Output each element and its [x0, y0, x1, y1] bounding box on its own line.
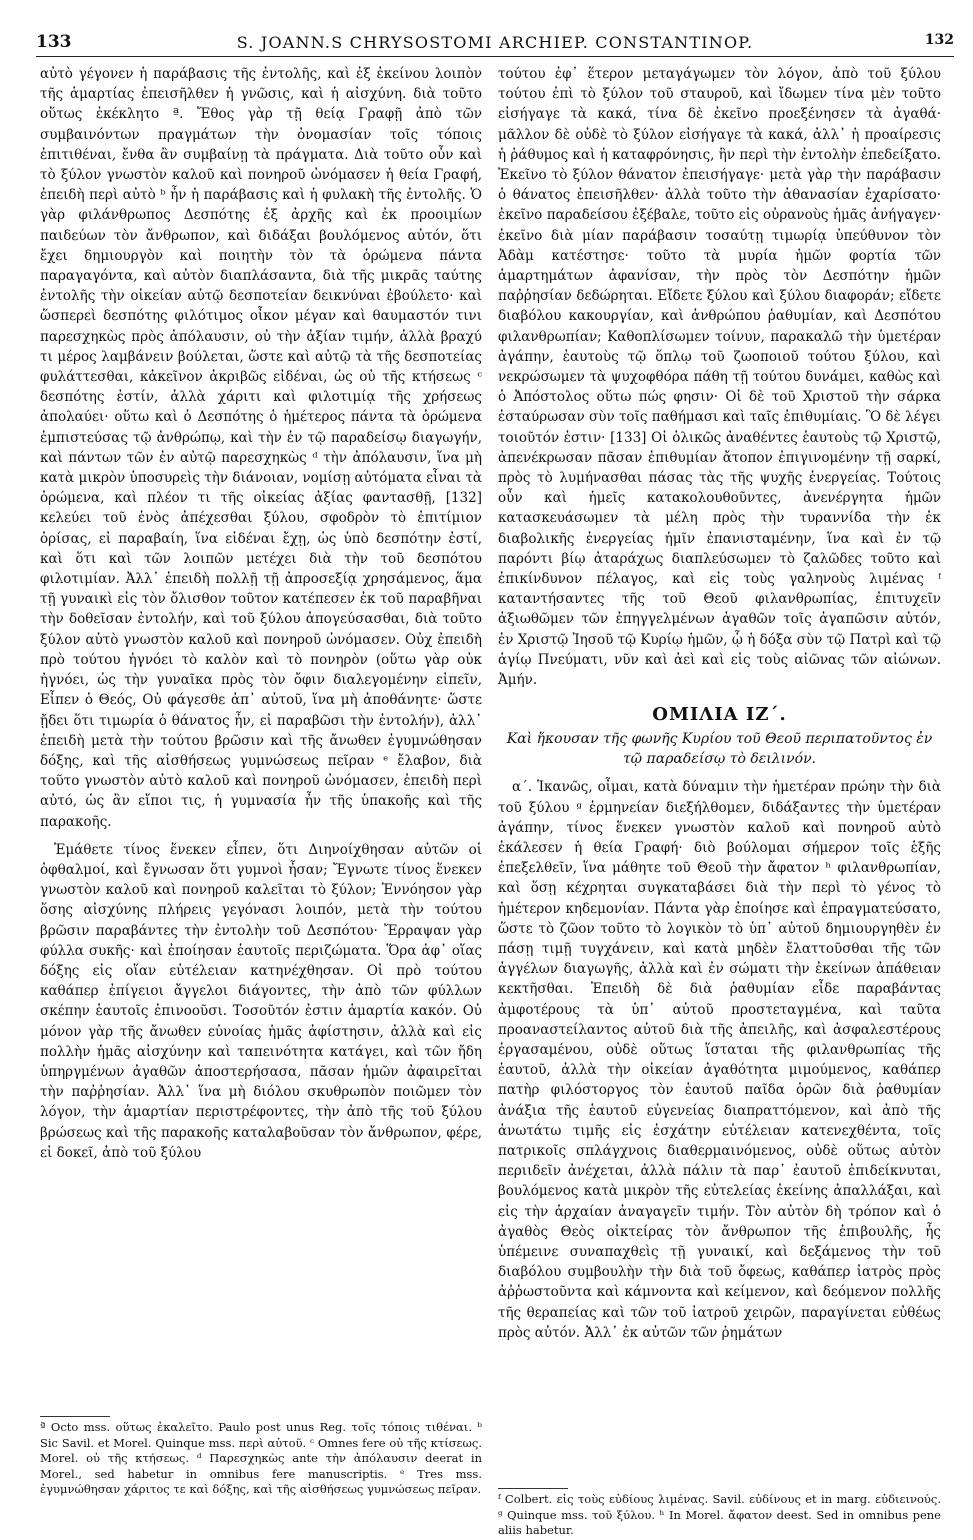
page-number-left: 133	[36, 32, 72, 52]
left-column	[40, 64, 482, 1412]
footnotes-right	[498, 1492, 941, 1539]
footnote-rule-left	[40, 1416, 110, 1417]
running-title: S. JOANN.S CHRYSOSTOMI ARCHIEP. CONSTANTINOP.	[236, 33, 754, 52]
page-number-right: 132	[924, 32, 954, 48]
right-paragraph-2: α΄. Ἱκανῶς, οἶμαι, κατὰ δύναμιν τὴν ἡμετέραν πρώην τὴν διὰ τοῦ ξύλου ᵍ ἑρμηνείαν διεξήλθομεν, διδάξαντες τὴν ὑμετέραν ἀγάπην, τίνος ἕνεκεν γνωστὸν καλοῦ καὶ πονηροῦ αὐτὸ ἐκάλεσεν ἡ θεία Γραφή· διὸ βούλομαι σήμερον τοῖς ἑξῆς ἐπεξελθεῖν, ἵνα μάθητε τοῦ Θεοῦ τὴν ἄφατον ʰ φιλανθρωπίαν, καὶ ὅσῃ κέχρηται συγκαταβάσει διὰ τὴν περὶ τὸ γένος τὸ ἡμέτερον κηδεμονίαν. Πάντα γὰρ ἐποίησε καὶ ἐπραγματεύσατο, ὥστε τὸ ζῶον τοῦτο τὸ λογικὸν τὸ ὑπ᾽ αὐτοῦ δημιουργηθὲν ἐν πάσῃ τιμῇ τυγχάνειν, καὶ κατὰ μηδὲν ἔλαττοῦσθαι τῆς τῶν ἀγγέλων διαγωγῆς, ἀλλὰ καὶ ἐν σώματι τὴν ἐκείνων ἀπάθειαν κεκτῆσθαι. Ἐπειδὴ δὲ διὰ ῥαθυμίαν εἶδε παραβάντας ἀμφοτέρους τὰ ὑπ᾽ αὐτοῦ προστεταγμένα, καὶ ταῦτα προαναστείλαντος αὐτοῦ διὰ τῆς ἀπειλῆς, καὶ ἀσφαλεστέρους ἐργασαμένου, οὐδὲ οὕτως ἵσταται τῆς φιλανθρωπίας τῆς ἑαυτοῦ, ἀλλὰ τὴν οἰκείαν ἀγαθότητα μιμούμενος, καθάπερ πατὴρ φιλόστοργος τὸν ἑαυτοῦ παῖδα ὁρῶν διὰ ῥαθυμίαν ἀνάξια τῆς ἑαυτοῦ εὐγενείας διαπραττόμενον, καὶ ἀπὸ τῆς ἀνωτάτω τιμῆς εἰς ἐσχάτην εὐτέλειαν κατενεχθέντα, τοῖς πατρικοῖς σπλάγχνοις διαθερμαινόμενος, οὐδὲ οὕτως αὐτὸν περιιδεῖν ἀνέχεται, ἀλλὰ πάλιν τὰ παρ᾽ ἑαυτοῦ ἐπιδείκνυται, βουλόμενος κατὰ μικρὸν τῆς εὐτελείας ἐκείνης ἀπαλλάξαι, καὶ εἰς τὴν ἀρχαίαν ἀναγαγεῖν τιμήν. Τὸν αὐτὸν δὴ τρόπον καὶ ὁ ἀγαθὸς Θεὸς οἰκτείρας τὸν ἄνθρωπον τῆς ἐπιβουλῆς, ἧς ὑπέμεινε συναπαχθεὶς τῇ γυναικί, καὶ δεξάμενος τὴν τοῦ διαβόλου συμβουλὴν τὴν διὰ τοῦ ὄφεως, καθάπερ ἰατρὸς πρὸς ἀῤῥωστοῦντα καὶ κάμνοντα καὶ κείμενον, καὶ δεόμενον πολλῆς τῆς θεραπείας καὶ τῶν τοῦ ἰατροῦ χειρῶν, παραγίνεται εὐθέως πρὸς αὐτόν. Ἀλλ᾽ ἐκ αὐτῶν τῶν ῥημάτων	[498, 779, 941, 1341]
homily-title: ΟΜΙΛΙΑ ΙΖ΄.	[652, 704, 787, 726]
left-paragraph-2: Ἐμάθετε τίνος ἕνεκεν εἶπεν, ὅτι Διηνοίχθησαν αὐτῶν οἱ ὀφθαλμοί, καὶ ἔγνωσαν ὅτι γυμνοὶ ἦσαν; Ἔγνωτε τίνος ἕνεκεν γνωστὸν καλοῦ καὶ πονηροῦ καλεῖται τὸ ξύλον; Ἐννόησον γὰρ ὅσης αἰσχύνης πλήρεις γεγόνασι λοιπόν, μετὰ τὴν τούτου βρῶσιν παραβάντες τὴν ἐντολὴν τοῦ Δεσπότου· Ἔρραψαν γὰρ φύλλα συκῆς· καὶ ἐποίησαν ἑαυτοῖς περιζώματα. Ὅρα ἀφ᾽ οἵας δόξης εἰς οἵαν εὐτέλειαν κατηνέχθησαν. Οἱ πρὸ τούτου καθάπερ ἐπίγειοι ἄγγελοι διάγοντες, τὴν ἀπὸ τῶν φύλλων σκέπην ἑαυτοῖς ἐπινοοῦσι. Τοσοῦτόν ἐστιν ἁμαρτία κακόν. Οὐ μόνον γὰρ τῆς ἄνωθεν εὐνοίας ἡμᾶς ἀφίστησιν, ἀλλὰ καὶ εἰς πολλὴν ἡμᾶς αἰσχύνην καὶ ταπεινότητα κατάγει, καὶ τῶν ἤδη ὑπηργμένων ἀγαθῶν ἀποστερήσασα, πᾶσαν ἡμῶν ἀφαιρεῖται τὴν παῤῥησίαν. Ἀλλ᾽ ἵνα μὴ διόλου σκυθρωπὸν ποιῶμεν τὸν λόγον, τὴν ἁμαρτίαν περιστρέφοντες, τὴν ἀπὸ τῆς τοῦ ξύλου βρώσεως καὶ τῆς παρακοῆς καταλαβοῦσαν τὸν ἄνθρωπον, φέρε, εἰ δοκεῖ, ἀπὸ τοῦ ξύλου	[40, 841, 482, 1161]
footnotes-right-text: ᶠ Colbert. εἰς τοὺς εὐδίους λιμένας. Savil. εὐδίνους et in marg. εὐδιεινούς. ᵍ Quinque mss. τοῦ ξύλου. ʰ In Morel. ἄφατον deest. Sed in omnibus pene aliis habetur.	[498, 1492, 941, 1537]
footnote-rule-right	[498, 1488, 568, 1489]
right-column	[498, 64, 941, 1484]
homily-subtitle: Καὶ ἤκουσαν τῆς φωνῆς Κυρίου τοῦ Θεοῦ περιπατοῦντος ἐν τῷ παραδείσῳ τὸ δειλινόν.	[506, 731, 933, 768]
footnotes-left	[40, 1420, 482, 1498]
left-paragraph-1: αὐτὸ γέγονεν ἡ παράβασις τῆς ἐντολῆς, καὶ ἐξ ἐκείνου λοιπὸν τῆς ἁμαρτίας ἐπεισῆλθεν ἡ γνῶσις, καὶ ἡ αἰσχύνη. διὰ τοῦτο οὕτως ἐκέκλητο ª. Ἔθος γὰρ τῇ θείᾳ Γραφῇ ἀπὸ τῶν συμβαινόντων πραγμάτων τὴν ὀνομασίαν τοῖς τόποις ἐπιτιθέναι, ἔνθα ἂν συμβαίνῃ τὰ πράγματα. Διὰ τοῦτο οὖν καὶ τὸ ξύλον γνωστὸν καλοῦ καὶ πονηροῦ ὠνόμασεν ἡ θεία Γραφή, ἐπειδὴ περὶ αὐτὸ ᵇ ἦν ἡ παράβασις καὶ ἡ φυλακὴ τῆς ἐντολῆς. Ὁ γὰρ φιλάνθρωπος Δεσπότης ἐξ ἀρχῆς καὶ ἐκ προοιμίων παιδεύων τὸν ἄνθρωπον, καὶ διδάξαι βουλόμενος αὐτόν, ὅτι ἔχει δημιουργὸν καὶ ποιητὴν τὸν τὰ ὁρώμενα πάντα παραγαγόντα, καὶ αὐτὸν διαπλάσαντα, διὰ τῆς μικρᾶς ταύτης ἐντολῆς τὴν οἰκείαν αὐτῷ δεσποτείαν δεικνύναι ἐβούλετο· καὶ ὥσπερεὶ δεσπότης φιλότιμος οἶκον μέγαν καὶ θαυμαστόν τινι παρεσχηκὼς πρὸς ἀπόλαυσιν, οὐ τὴν ἀξίαν τιμήν, ἀλλὰ βραχύ τι μέρος λαμβάνειν βούλεται, ὥστε καὶ αὐτῷ τὰ τῆς δεσποτείας φυλάττεσθαι, κἀκεῖνον ἀκριβῶς εἰδέναι, ὡς οὐ τῆς κτήσεως ᶜ δεσπότης ἐστίν, ἀλλὰ χάριτι καὶ φιλοτιμίᾳ τῆς χρήσεως ἀπολαύει· οὕτω καὶ ὁ Δεσπότης ὁ ἡμέτερος πάντα τὰ ὁρώμενα ἐμπιστεύσας τῷ ἀνθρώπῳ, καὶ τὴν ἐν τῷ παραδείσῳ διαγωγήν, καὶ πάντων τῶν ἐν αὐτῷ παρεσχηκὼς ᵈ τὴν ἀπόλαυσιν, ἵνα μὴ κατὰ μικρὸν ὑποσυρεὶς τὴν διάνοιαν, νομίσῃ αὐτόματα εἶναι τὰ ὁρώμενα, καὶ πλέον τι τῆς οἰκείας ἀξίας φαντασθῇ, [132] κελεύει τοῦ ἑνὸς ἀπέχεσθαι ξύλου, σφοδρὸν τὸ ἐπιτίμιον ὁρίσας, εἰ παραβαίη, ἵνα εἰδέναι ἔχῃ, ὡς ὑπὸ δεσπότην ἐστί, καὶ ὅτι καὶ τῶν λοιπῶν μετέχει διὰ τὴν τοῦ δεσπότου φιλοτιμίαν. Ἀλλ᾽ ἐπειδὴ πολλῇ τῇ ἀπροσεξίᾳ χρησάμενος, ἅμα τῇ γυναικὶ εἰς τὸν ὄλισθον τοῦτον κατέπεσεν ἐκ τοῦ παραβῆναι τὴν δοθεῖσαν ἐντολήν, καὶ τοῦ ξύλου ἀπογεύσασθαι, διὰ τοῦτο ξύλον αὐτὸ γνωστὸν καλοῦ καὶ πονηροῦ ὠνόμασεν. Οὐχ ἐπειδὴ πρὸ τούτου ἠγνόει τὸ καλὸν καὶ τὸ πονηρὸν (οὕτω γὰρ οὐκ ἠγνόει, ὡς τὴν γυναῖκα πρὸς τὸν ὄφιν διαλεγομένην εἰπεῖν, Εἶπεν ὁ Θεός, Οὐ φάγεσθε ἀπ᾽ αὐτοῦ, ἵνα μὴ ἀποθάνητε· ὥστε ᾔδει ὅτι τιμωρία ὁ θάνατος ἦν, εἰ παραβῶσι τὴν ἐντολήν), ἀλλ᾽ ἐπειδὴ μετὰ τὴν τούτου βρῶσιν καὶ τῆς ἄνωθεν ἐγυμνώθησαν δόξης, καὶ τῆς αἰσθήσεως γυμνώσεως πεῖραν ᵉ ἔλαβον, διὰ τοῦτο γνωστὸν αὐτὸ καλοῦ καὶ πονηροῦ ὠνόμασεν, ἐπειδὴ περὶ αὐτό, ὡς ἂν εἴποι τις, ἡ γυμνασία ἦν τῆς ὑπακοῆς καὶ τῆς παρακοῆς.	[40, 66, 482, 830]
right-paragraph-1: τούτου ἐφ᾽ ἕτερον μεταγάγωμεν τὸν λόγον, ἀπὸ τοῦ ξύλου τούτου ἐπὶ τὸ ξύλον τοῦ σταυροῦ, καὶ ἴδωμεν τίνα μὲν τοῦτο εἰσήγαγε τὰ κακά, τίνα δὲ ἐκεῖνο προεξένησεν τὰ ἀγαθά· μᾶλλον δὲ οὐδὲ τὸ ξύλον εἰσήγαγε τὰ κακά, ἀλλ᾽ ἡ προαίρεσις ἡ ῥάθυμος καὶ ἡ καταφρόνησις, ἣν περὶ τὴν ἐντολὴν ἐπεδείξατο. Ἐκεῖνο τὸ ξύλον θάνατον ἐπεισήγαγε· μετὰ γὰρ τὴν παράβασιν ὁ θάνατος ἐπεισῆλθεν· ἀλλὰ τοῦτο τὴν ἀθανασίαν ἐχαρίσατο· ἐκεῖνο παραδείσου ἐξέβαλε, τοῦτο εἰς οὐρανοὺς ἡμᾶς ἀνήγαγεν· ἐκεῖνο διὰ μίαν παράβασιν τοσαύτῃ τιμωρίᾳ ὑπεύθυνον τὸν Ἀδὰμ κατέστησε· τοῦτο τὰ μυρία ἡμῶν φορτία τῶν ἁμαρτημάτων ἀφανίσαν, τὴν πρὸς τὸν Δεσπότην ἡμῶν παῤῥησίαν δεδώρηται. Εἴδετε ξύλου καὶ ξύλου διαφοράν; εἴδετε διαβόλου κακουργίαν, καὶ ἀνθρώπου ῥαθυμίαν, καὶ Δεσπότου φιλανθρωπίαν; Καθοπλίσωμεν τοίνυν, παρακαλῶ τὴν ὑμετέραν ἀγάπην, ἑαυτοὺς τῷ ὅπλῳ τοῦ ζωοποιοῦ τούτου ξύλου, καὶ νεκρώσωμεν τὰ ψυχοφθόρα πάθη τῇ τούτου δυνάμει, καθὼς καὶ ὁ Ἀπόστολος οὕτω πώς φησιν· Οἱ δὲ τοῦ Χριστοῦ τὴν σάρκα ἐσταύρωσαν σὺν τοῖς παθήμασι καὶ ταῖς ἐπιθυμίαις. Ὃ δὲ λέγει τοιοῦτόν ἐστιν· [133] Οἱ ὁλικῶς ἀναθέντες ἑαυτοὺς τῷ Χριστῷ, ἀπενέκρωσαν πᾶσαν ἐπιθυμίαν ἄτοπον ἐπιγινομένην τῇ σαρκί, πρὸς τὸ λυμήνασθαι πάσας τὰς τῆς ψυχῆς ἐνεργείας. Τούτοις οὖν καὶ ἡμεῖς κατακολουθοῦντες, ἀνενέργητα ἡμῶν κατασκευάσωμεν τὰ μέλη πρὸς τὴν τυραννίδα τὴν ἐκ διαβολικῆς ἐνεργείας ἡμῖν ἐπανισταμένην, ἵνα καὶ ἐν τῷ παρόντι βίῳ ἀταράχως διαπλεύσωμεν τὸ ζαλῶδες τοῦτο καὶ ἐπικίνδυνον πέλαγος, καὶ εἰς τοὺς γαληνοὺς λιμένας ᶠ καταντήσαντες τῆς τοῦ Θεοῦ φιλανθρωπίας, ἐπιτυχεῖν ἀξιωθῶμεν τῶν ἐπηγγελμένων ἀγαθῶν τοῖς ἀγαπῶσιν αὐτόν, ἐν Χριστῷ Ἰησοῦ τῷ Κυρίῳ ἡμῶν, ᾧ ἡ δόξα σὺν τῷ Πατρὶ καὶ τῷ ἁγίῳ Πνεύματι, νῦν καὶ ἀεὶ καὶ εἰς τοὺς αἰῶνας τῶν αἰώνων. Ἀμήν.	[498, 66, 941, 689]
page-header	[36, 30, 954, 57]
footnotes-left-text: ª Octo mss. οὕτως ἐκαλεῖτο. Paulo post unus Reg. τοῖς τόποις τιθέναι. ᵇ Sic Savil. et Morel. Quinque mss. περὶ αὐτοῦ. ᶜ Omnes fere οὐ τῆς κτίσεως. Morel. οὐ τῆς κτήσεως. ᵈ Παρεσχηκὼς ante τὴν ἀπόλαυσιν deerat in Morel., sed habetur in omnibus fere manuscriptis. ᵉ Tres mss. ἐγυμνώθησαν χάριτος τε καὶ δόξης, καὶ τῆς αἰσθήσεως γυμνώσεως πεῖραν.	[40, 1420, 482, 1496]
